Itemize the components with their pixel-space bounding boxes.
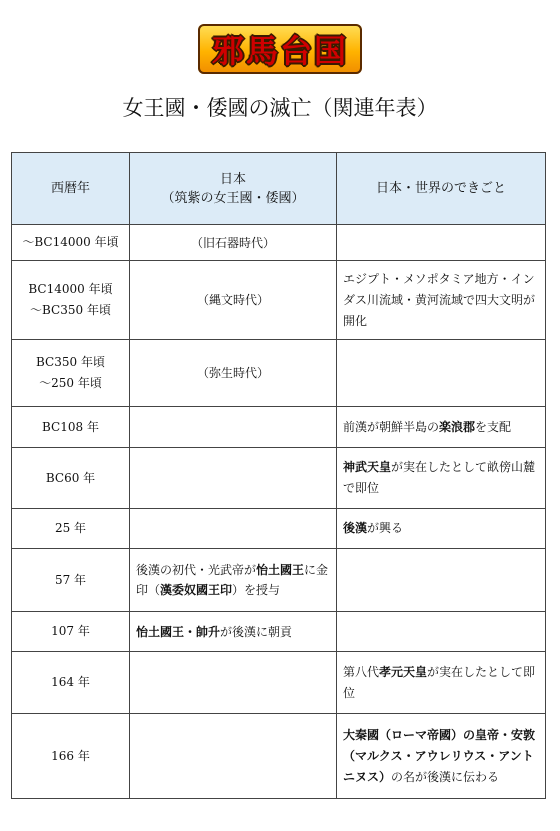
- year-cell: 107 年: [12, 612, 130, 652]
- table-row: [12, 509, 546, 549]
- world-cell: [337, 612, 546, 652]
- japan-cell: [130, 509, 337, 549]
- year-cell: 166 年: [12, 714, 130, 799]
- table-row: [12, 652, 546, 714]
- header-year: 西暦年: [12, 153, 130, 225]
- year-cell: 164 年: [12, 652, 130, 714]
- chronology-table: [11, 152, 546, 799]
- japan-cell: 後漢の初代・光武帝が怡土國王に金印（漢委奴國王印）を授与: [130, 549, 337, 612]
- table-row: [12, 448, 546, 509]
- japan-cell: （縄文時代）: [130, 261, 337, 340]
- world-cell: 神武天皇が実在したとして畝傍山麓で即位: [337, 448, 546, 509]
- world-cell: エジプト・メソポタミア地方・インダス川流域・黄河流域で四大文明が開化: [337, 261, 546, 340]
- japan-cell: （旧石器時代）: [130, 225, 337, 261]
- world-cell: 第八代孝元天皇が実在したとして即位: [337, 652, 546, 714]
- logo: [0, 26, 560, 72]
- japan-cell: 怡土國王・帥升が後漢に朝貢: [130, 612, 337, 652]
- table-row: [12, 225, 546, 261]
- year-cell: BC108 年: [12, 407, 130, 448]
- table-row: [12, 261, 546, 340]
- japan-cell: [130, 448, 337, 509]
- header-japan: 日本 （筑紫の女王國・倭國）: [130, 153, 337, 225]
- table-row: [12, 340, 546, 407]
- japan-cell: [130, 652, 337, 714]
- year-cell: BC350 年頃 ～250 年頃: [12, 340, 130, 407]
- table-row: [12, 407, 546, 448]
- world-cell: [337, 340, 546, 407]
- japan-cell: [130, 407, 337, 448]
- table-header-row: [12, 153, 546, 225]
- world-cell: 大秦國（ローマ帝國）の皇帝・安敦（マルクス・アウレリウス・アントニヌス）の名が後漢に伝わる: [337, 714, 546, 799]
- year-cell: ～BC14000 年頃: [12, 225, 130, 261]
- table-row: [12, 714, 546, 799]
- year-cell: 57 年: [12, 549, 130, 612]
- year-cell: 25 年: [12, 509, 130, 549]
- world-cell: [337, 225, 546, 261]
- header-world: 日本・世界のできごと: [337, 153, 546, 225]
- page-title: 女王國・倭國の滅亡（関連年表）: [122, 96, 438, 120]
- table-row: [12, 612, 546, 652]
- world-cell: 後漢が興る: [337, 509, 546, 549]
- japan-cell: [130, 714, 337, 799]
- world-cell: [337, 549, 546, 612]
- table-row: [12, 549, 546, 612]
- japan-cell: （弥生時代）: [130, 340, 337, 407]
- year-cell: BC14000 年頃 ～BC350 年頃: [12, 261, 130, 340]
- logo-text: 邪馬台国: [211, 32, 348, 70]
- world-cell: 前漢が朝鮮半島の楽浪郡を支配: [337, 407, 546, 448]
- logo-badge: [198, 24, 362, 74]
- year-cell: BC60 年: [12, 448, 130, 509]
